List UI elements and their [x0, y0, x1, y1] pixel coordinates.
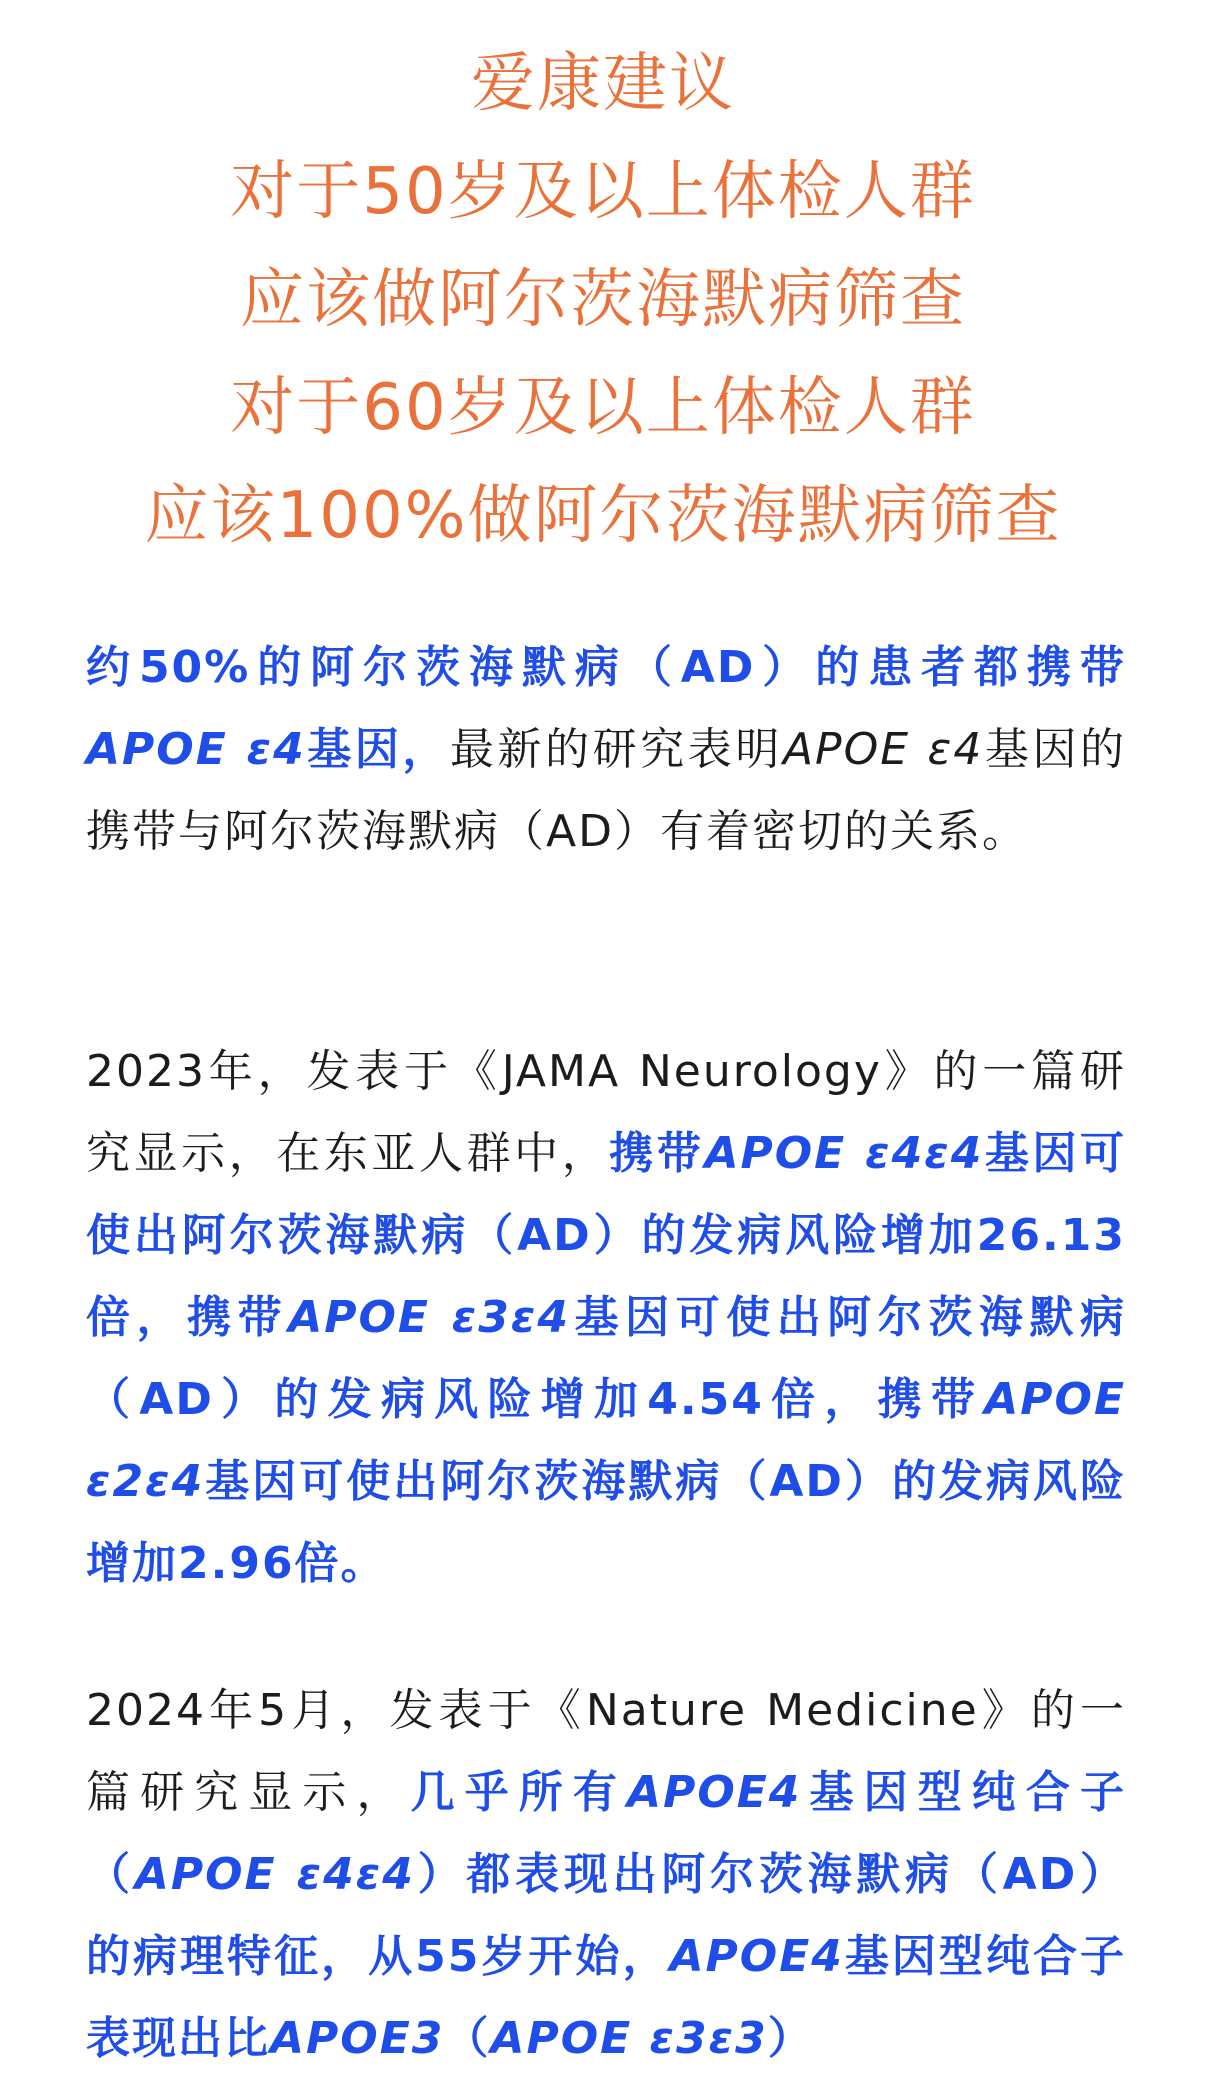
gene-name: APOE4 [627, 1767, 802, 1818]
body-text: 最新的研究表明 [450, 724, 783, 775]
gene-name: APOE ε2ε4 [86, 1374, 1126, 1507]
highlight-text: 约50%的阿尔茨海默病（AD）的患者都携带 [86, 642, 1126, 693]
highlight-text: 基因， [305, 724, 450, 775]
body-text: 2024年5月，发表于《Nature Medicine》的一篇研究显示， [86, 1685, 1126, 1818]
highlight-text: 携带 [609, 1128, 705, 1179]
highlight-text: ）都表现出阿尔茨海默病（AD）的病理特征，从55岁开始， [86, 1849, 1127, 1982]
advice-line-60: 对于60岁及以上体检人群 [230, 371, 976, 445]
gene-name: APOE ε4 [782, 724, 984, 775]
advice-heading [0, 30, 1206, 570]
highlight-text: 几乎所有 [410, 1767, 628, 1818]
highlight-text: ） [767, 2013, 814, 2064]
gene-name: APOE ε3ε4 [288, 1292, 571, 1343]
advice-line-screening: 应该做阿尔茨海默病筛查 [240, 263, 966, 337]
paragraph-apoe-intro [86, 627, 1126, 873]
highlight-text: 基因型纯合子（ [86, 1767, 1127, 1900]
gene-name: APOE4 [669, 1931, 844, 1982]
paragraph-jama-study [86, 1031, 1126, 1605]
body-text: 2023年，发表于《JAMA Neurology》的一篇研究显示，在东亚人群中， [86, 1046, 1126, 1179]
gene-name: APOE3 [270, 2013, 445, 2064]
paragraph-nature-medicine-study [86, 1670, 1126, 2080]
advice-title: 爱康建议 [471, 47, 735, 121]
highlight-text: 基因型纯合子表现出比 [86, 1931, 1126, 2064]
advice-line-50: 对于50岁及以上体检人群 [230, 155, 976, 229]
highlight-text: 基因可使出阿尔茨海默病（AD）的发病风险增加2.96倍。 [86, 1456, 1126, 1589]
highlight-text: 基因可使出阿尔茨海默病（AD）的发病风险增加4.54倍，携带 [86, 1292, 1127, 1425]
highlight-text: 基因可使出阿尔茨海默病（AD）的发病风险增加26.13倍，携带 [86, 1128, 1127, 1343]
highlight-text: （ [444, 2013, 491, 2064]
body-text: 基因的携带与阿尔茨海默病（AD）有着密切的关系。 [86, 724, 1127, 857]
gene-name: APOE ε4ε4 [134, 1849, 415, 1900]
advice-line-100-percent: 应该100%做阿尔茨海默病筛查 [144, 479, 1062, 553]
gene-name: APOE ε3ε3 [490, 2013, 768, 2064]
gene-name: APOE ε4 [86, 724, 306, 775]
gene-name: APOE ε4ε4 [704, 1128, 984, 1179]
